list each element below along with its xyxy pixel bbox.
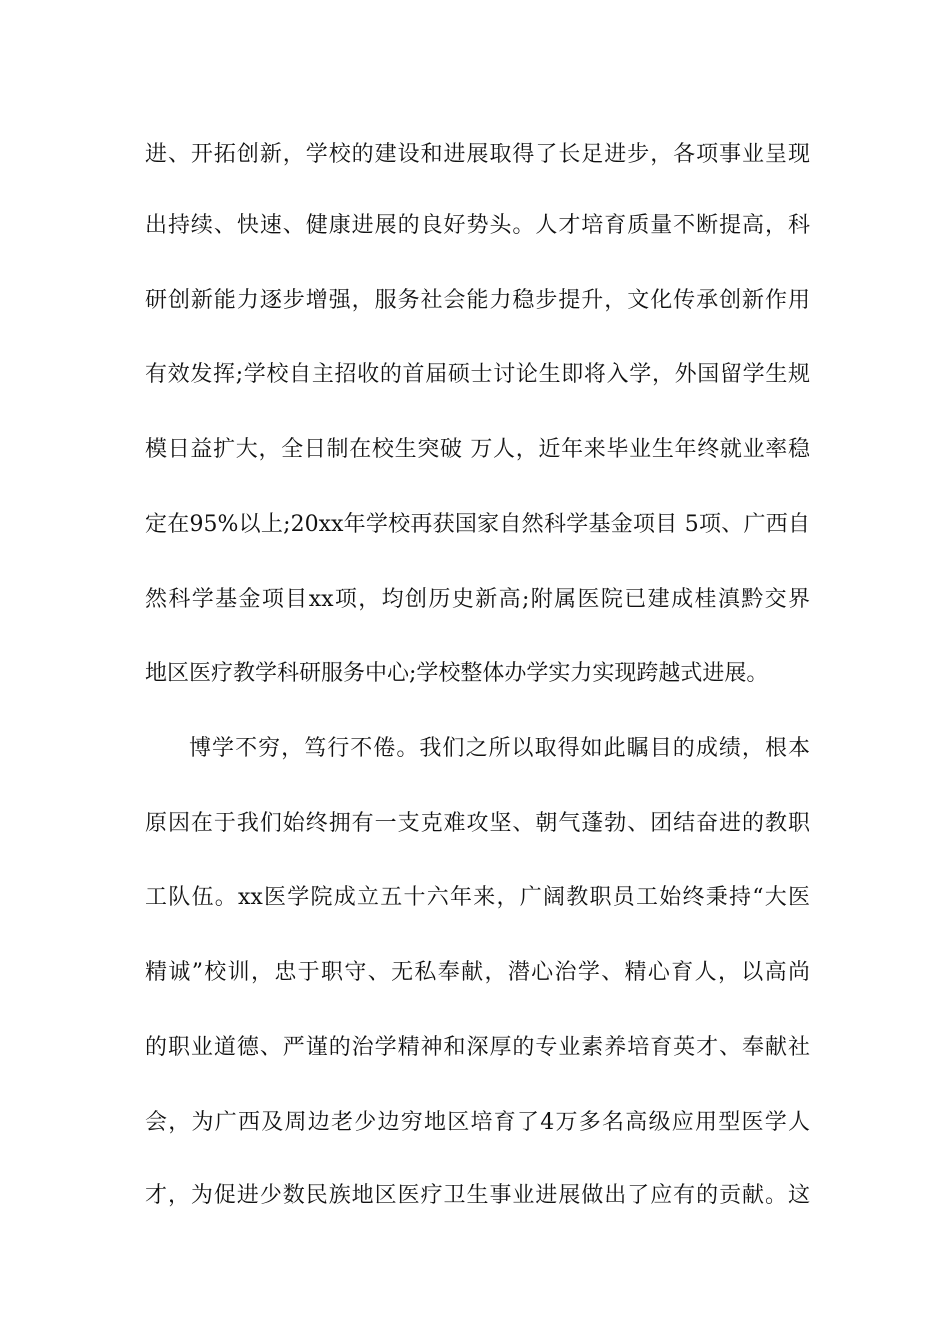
paragraph-2-line-1: 博学不穷，笃行不倦。我们之所以取得如此瞩目的成绩，根本: [189, 736, 810, 761]
paragraph-1-line-8: 地区医疗教学科研服务中心;学校整体办学实力实现跨越式进展。: [145, 661, 769, 686]
paragraph-2-line-3: 工队伍。xx医学院成立五十六年来，广阔教职员工始终秉持“大医: [145, 885, 810, 910]
paragraph-1-line-2: 出持续、快速、健康进展的良好势头。人才培育质量不断提高，科: [145, 213, 810, 238]
paragraph-1-line-6: 定在95%以上;20xx年学校再获国家自然科学基金项目 5项、广西自: [145, 512, 810, 537]
paragraph-2-line-6: 会，为广西及周边老少边穷地区培育了4万多名高级应用型医学人: [145, 1110, 810, 1135]
paragraph-1-line-3: 研创新能力逐步增强，服务社会能力稳步提升，文化传承创新作用: [145, 288, 810, 313]
paragraph-2-line-7: 才，为促进少数民族地区医疗卫生事业进展做出了应有的贡献。这: [145, 1183, 810, 1208]
paragraph-1-line-4: 有效发挥;学校自主招收的首届硕士讨论生即将入学，外国留学生规: [145, 362, 810, 387]
paragraph-1-line-7: 然科学基金项目xx项，均创历史新高;附属医院已建成桂滇黔交界: [145, 587, 810, 612]
paragraph-2-line-2: 原因在于我们始终拥有一支克难攻坚、朝气蓬勃、团结奋进的教职: [145, 811, 810, 836]
paragraph-2-line-5: 的职业道德、严谨的治学精神和深厚的专业素养培育英才、奉献社: [145, 1035, 810, 1060]
paragraph-1-line-5: 模日益扩大，全日制在校生突破 万人，近年来毕业生年终就业率稳: [145, 437, 810, 462]
paragraph-1-line-1: 进、开拓创新，学校的建设和进展取得了长足进步，各项事业呈现: [145, 142, 810, 167]
paragraph-2-line-4: 精诚”校训，忠于职守、无私奉献，潜心治学、精心育人，以高尚: [145, 960, 810, 985]
